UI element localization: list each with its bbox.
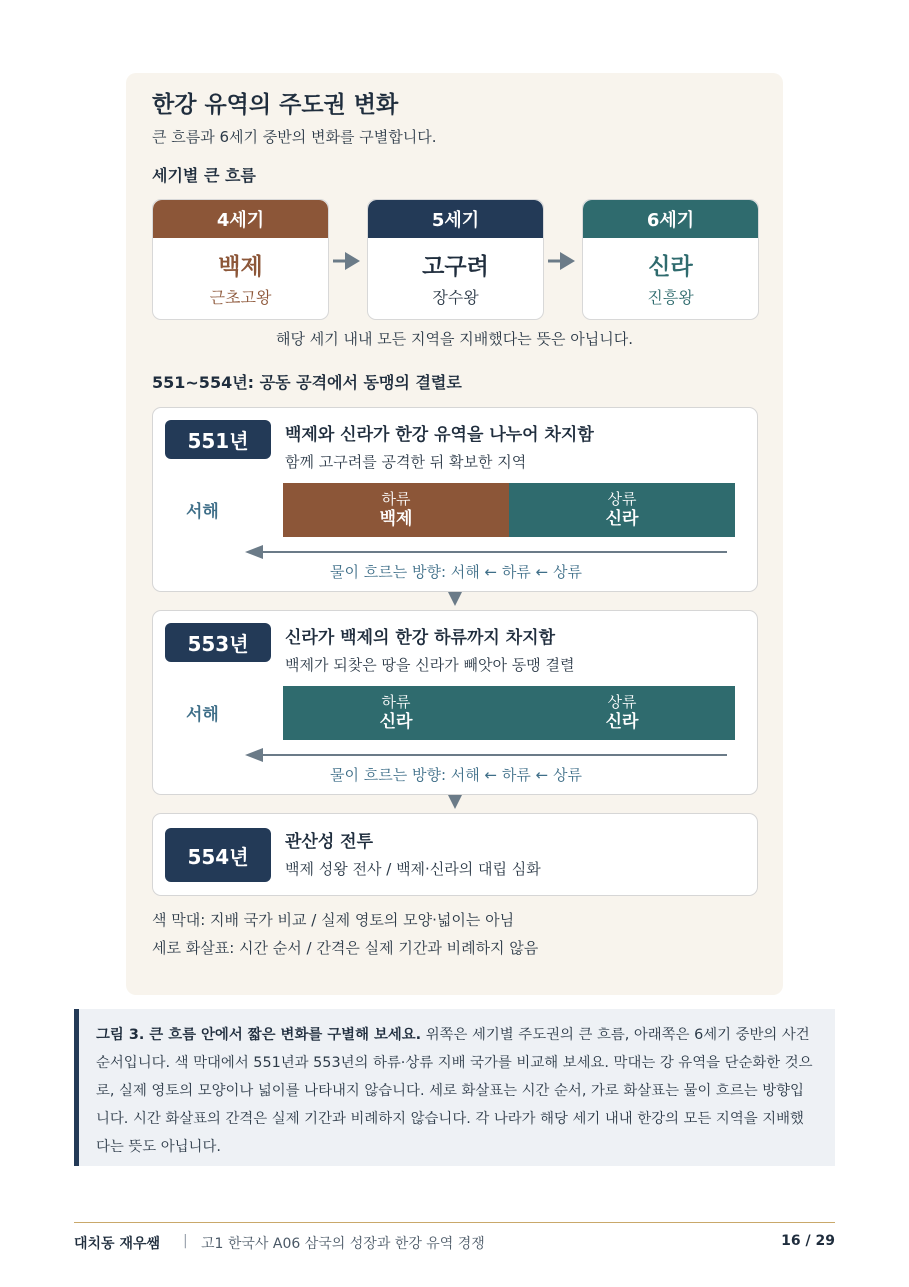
section-heading-events: 551~554년: 공동 공격에서 동맹의 결렬로 <box>152 373 462 392</box>
year-badge: 551년 <box>165 420 271 459</box>
flow-caption: 물이 흐르는 방향: 서해 ← 하류 ← 상류 <box>330 563 582 581</box>
lower-label: 하류 <box>381 693 411 711</box>
upper-segment <box>509 483 735 537</box>
arrow-down-icon <box>447 794 463 810</box>
flow-caption: 물이 흐르는 방향: 서해 ← 하류 ← 상류 <box>330 766 582 784</box>
upper-ruler: 신라 <box>605 508 639 529</box>
kingdom-name: 고구려 <box>422 254 489 280</box>
event-desc: 함께 고구려를 공격한 뒤 확보한 지역 <box>285 453 527 471</box>
footer-brand: 대치동 재우쌤 <box>74 1236 161 1252</box>
upper-ruler: 신라 <box>605 711 639 732</box>
arrow-right-icon <box>333 250 361 272</box>
century-card-6 <box>582 199 759 320</box>
century-label: 6세기 <box>583 200 758 238</box>
event-card-553 <box>152 610 758 795</box>
footer-doc-title: 고1 한국사 A06 삼국의 성장과 한강 유역 경쟁 <box>201 1236 485 1252</box>
century-label: 4세기 <box>153 200 328 238</box>
arrow-right-icon <box>548 250 576 272</box>
upper-segment <box>509 686 735 740</box>
sea-label: 서해 <box>186 502 219 522</box>
legend-line-1: 색 막대: 지배 국가 비교 / 실제 영토의 모양·넓이는 아님 <box>152 911 515 929</box>
flow-arrow-left-icon <box>245 544 729 560</box>
river-bar <box>283 483 735 537</box>
upper-label: 상류 <box>607 490 637 508</box>
century-label: 5세기 <box>368 200 543 238</box>
century-card-4 <box>152 199 329 320</box>
event-desc: 백제 성왕 전사 / 백제·신라의 대립 심화 <box>285 860 541 878</box>
caption-text: 위쪽은 세기별 주도권의 큰 흐름, 아래쪽은 6세기 중반의 사건 순서입니다. 색 막대에서 551년과 553년의 하류·상류 지배 국가를 비교해 보세요. 막대는 강 유역을 단순화한 것으로, 실제 영토의 모양이나 넓이를 나타내지 않습니다. 세로 화살표는 시간 순서, 가로 화살표는 물이 흐르는 방향입니다. 시간 화살표의 간격은 실제 기간과 비례하지 않습니다. 각 나라가 해당 세기 내내 한강의 모든 지역을 지배했다는 뜻도 아닙니다. <box>96 1027 813 1155</box>
figure-subtitle: 큰 흐름과 6세기 중반의 변화를 구별합니다. <box>152 128 437 146</box>
event-title: 백제와 신라가 한강 유역을 나누어 차지함 <box>285 425 594 445</box>
lower-ruler: 신라 <box>379 711 413 732</box>
river-bar <box>283 686 735 740</box>
event-title: 신라가 백제의 한강 하류까지 차지함 <box>285 628 556 648</box>
lower-segment <box>283 483 509 537</box>
lower-ruler: 백제 <box>379 508 413 529</box>
event-card-551 <box>152 407 758 592</box>
flow-arrow-left-icon <box>245 747 729 763</box>
king-name: 근초고왕 <box>209 288 272 307</box>
king-name: 진흥왕 <box>647 288 694 307</box>
king-name: 장수왕 <box>432 288 479 307</box>
legend-line-2: 세로 화살표: 시간 순서 / 간격은 실제 기간과 비례하지 않음 <box>152 939 539 957</box>
event-title: 관산성 전투 <box>285 832 374 852</box>
figure-title: 한강 유역의 주도권 변화 <box>152 92 399 118</box>
lower-label: 하류 <box>381 490 411 508</box>
footer-divider <box>74 1222 835 1223</box>
event-desc: 백제가 되찾은 땅을 신라가 빼앗아 동맹 결렬 <box>285 656 575 674</box>
sea-label: 서해 <box>186 705 219 725</box>
century-note: 해당 세기 내내 모든 지역을 지배했다는 뜻은 아닙니다. <box>276 330 633 348</box>
arrow-down-icon <box>447 591 463 607</box>
page-number: 16 / 29 <box>781 1233 835 1249</box>
footer-separator: | <box>183 1233 188 1249</box>
lower-segment <box>283 686 509 740</box>
figure-caption <box>74 1009 835 1166</box>
century-card-5 <box>367 199 544 320</box>
section-heading-centuries: 세기별 큰 흐름 <box>152 166 256 185</box>
event-card-554 <box>152 813 758 896</box>
year-badge: 554년 <box>165 828 271 882</box>
kingdom-name: 신라 <box>648 254 693 280</box>
upper-label: 상류 <box>607 693 637 711</box>
caption-bold: 그림 3. 큰 흐름 안에서 짧은 변화를 구별해 보세요. <box>96 1027 422 1043</box>
kingdom-name: 백제 <box>218 254 263 280</box>
year-badge: 553년 <box>165 623 271 662</box>
